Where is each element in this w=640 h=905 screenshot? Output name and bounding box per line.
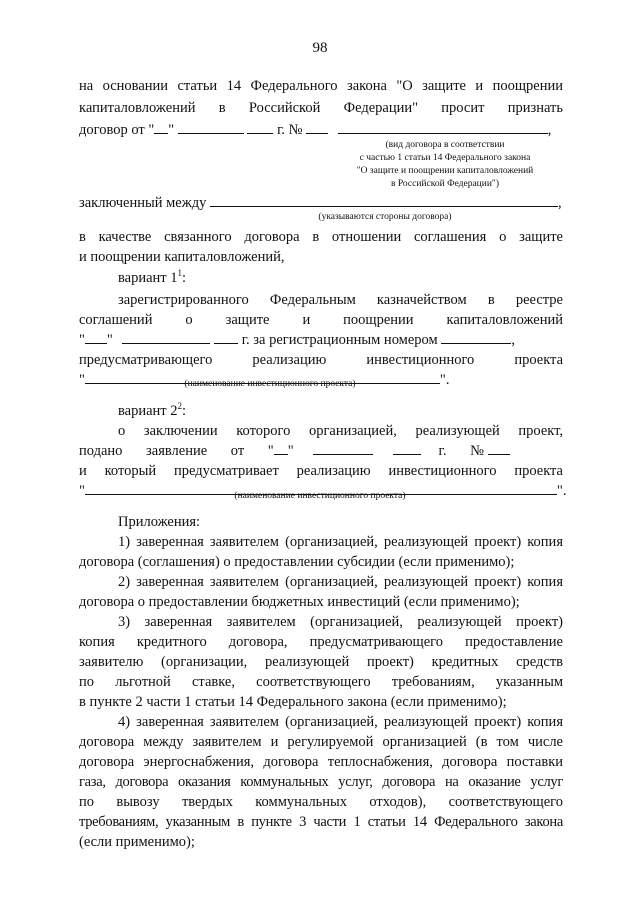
line-text: вариант 2 — [118, 403, 178, 419]
line-text: г. № — [438, 443, 484, 459]
blank-month — [122, 331, 210, 344]
blank-day — [154, 121, 168, 134]
line-text: , — [547, 122, 552, 138]
blank-year — [393, 442, 421, 455]
text-line: (если применимо); — [79, 834, 195, 850]
text-line: договора между заявителем и регулируемой организацией (в том числе — [79, 734, 563, 750]
caption-line: с частью 1 статьи 14 Федерального закона — [359, 153, 531, 163]
text-line: 1) заверенная заявителем (организацией, реализующей проект) копия — [118, 534, 563, 550]
line-text: заключенный между — [79, 195, 207, 211]
text-line: и поощрении капиталовложений, — [79, 249, 285, 265]
line-text: , — [557, 195, 562, 211]
variant-1-heading — [118, 268, 318, 288]
line-text: " — [79, 483, 85, 499]
blank-number — [306, 121, 328, 134]
caption-line: (вид договора в соответствии — [385, 140, 505, 150]
line-text: ". — [556, 483, 567, 499]
blank-year — [214, 331, 238, 344]
text-line: 4) заверенная заявителем (организацией, реализующей проект) копия — [118, 714, 563, 730]
text-line: газа, договора оказания коммунальных услуг, договора на оказание услуг — [79, 774, 563, 790]
line-text: " — [79, 372, 85, 388]
text-line: по льготной ставке, соответствующего требованиям, указанным — [79, 674, 563, 690]
line-text: подано заявление от " — [79, 443, 274, 459]
text-line: 2) заверенная заявителем (организацией, реализующей проект) копия — [118, 574, 563, 590]
text-line: соглашений о защите и поощрении капиталовложений — [79, 312, 563, 328]
text-line: на основании статьи 14 Федерального закона "О защите и поощрении — [79, 78, 563, 94]
blank-year — [247, 121, 273, 134]
text-line: в качестве связанного договора в отношении соглашения о защите — [79, 229, 563, 245]
text-line — [79, 330, 563, 350]
text-line: и который предусматривает реализацию инвестиционного проекта — [79, 463, 563, 479]
blank-contract-type — [338, 121, 548, 134]
line-text: " — [287, 443, 294, 459]
text-line: по вывозу твердых коммунальных отходов), соответствующего — [79, 794, 563, 810]
line-text: : — [182, 403, 187, 419]
line-text: договор от " — [79, 122, 155, 138]
caption-line: "О защите и поощрении капиталовложений — [356, 166, 534, 176]
caption-project-name: (наименование инвестиционного проекта) — [184, 379, 356, 389]
line-text: , — [511, 332, 515, 348]
line-text: " — [106, 332, 113, 348]
line-text: г. № — [277, 122, 303, 138]
text-line: договора о предоставлении бюджетных инвестиций (если применимо); — [79, 594, 520, 610]
text-line: договора (соглашения) о предоставлении субсидии (если применимо); — [79, 554, 515, 570]
caption-project-name: (наименование инвестиционного проекта) — [234, 491, 406, 501]
caption-parties: (указываются стороны договора) — [318, 212, 452, 222]
line-text: : — [182, 270, 187, 286]
text-line: копия кредитного договора, предусматривающего предоставление — [79, 634, 563, 650]
line-text: вариант 1 — [118, 270, 178, 286]
text-line: заявителю (организации, реализующей проект) кредитных средств — [79, 654, 563, 670]
footnote-ref: 1 — [177, 268, 183, 279]
text-line: 3) заверенная заявителем (организацией, реализующей проект) — [118, 614, 563, 630]
blank-number — [488, 442, 510, 455]
text-line: капиталовложений в Российской Федерации" просит признать — [79, 100, 563, 116]
text-line: в пункте 2 части 1 статьи 14 Федерального закона (если применимо); — [79, 694, 507, 710]
text-line: договора энергоснабжения, договора теплоснабжения, договора поставки — [79, 754, 563, 770]
text-line: зарегистрированного Федеральным казначейством в реестре — [118, 292, 563, 308]
appendices-heading: Приложения: — [118, 514, 201, 530]
blank-day — [274, 442, 288, 455]
blank-month — [178, 121, 244, 134]
text-line: о заключении которого организацией, реализующей проект, — [118, 423, 563, 439]
blank-reg-number — [441, 331, 511, 344]
footnote-ref: 2 — [177, 401, 183, 412]
caption-line: в Российской Федерации") — [391, 179, 499, 189]
blank-month — [313, 442, 373, 455]
caption-contract-type — [340, 139, 550, 191]
line-text: " — [168, 122, 175, 138]
text-line — [79, 441, 563, 461]
blank-day — [85, 331, 107, 344]
text-line: предусматривающего реализацию инвестиционного проекта — [79, 352, 563, 368]
line-text: ". — [439, 372, 450, 388]
text-line: требованиям, указанным в пункте 3 части 1 статьи 14 Федерального закона — [79, 814, 563, 830]
text-line — [79, 120, 563, 140]
line-text: " — [79, 332, 85, 348]
text-line — [79, 193, 563, 213]
variant-2-heading — [118, 401, 318, 421]
line-text: г. за регистрационным номером — [241, 332, 438, 348]
blank-parties — [210, 194, 558, 207]
page-number: 98 — [312, 40, 328, 56]
